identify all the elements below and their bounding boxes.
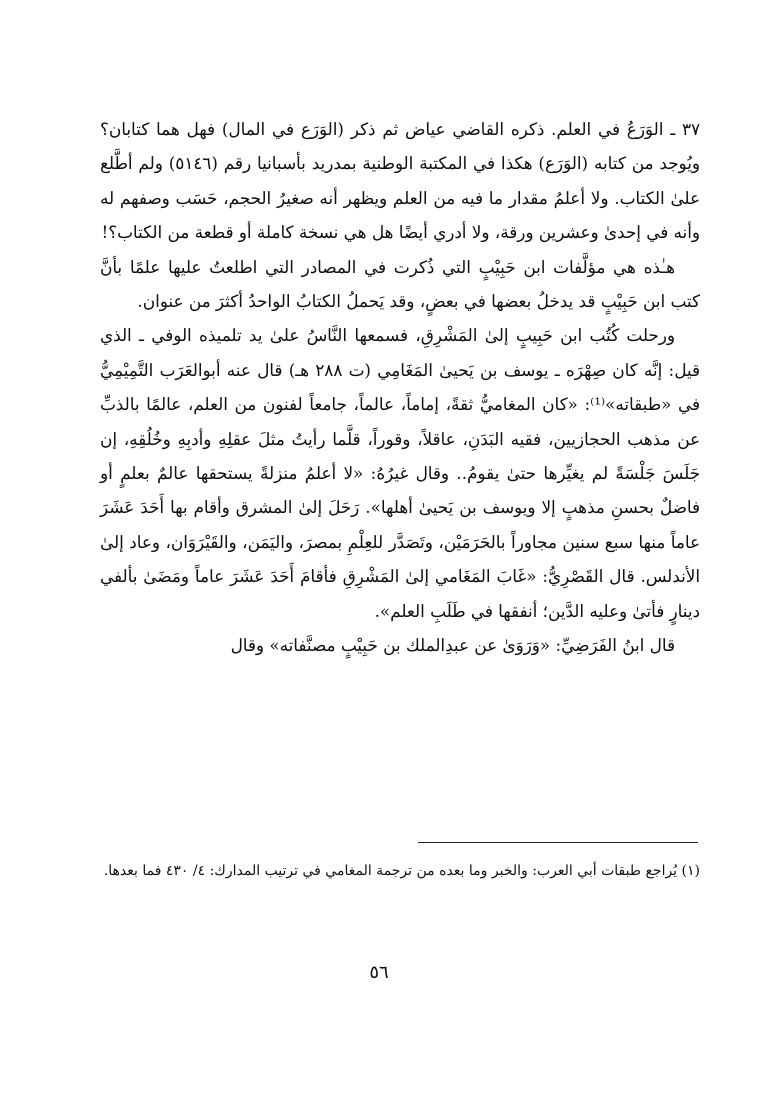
footnote: (١) يُراجع طبقات أبي العرب: والخبر وما بعده من ترجمة المغامي في ترتيب المدارك: ٤/ ٤٣٠ فما بعدها.	[103, 863, 700, 879]
paragraph-ibn-faradi: قال ابنُ الفَرَضِيِّ: «وَرَوَىٰ عن عبدِالملك بن حَبِيْبٍ مصنَّفاته» وقال	[230, 635, 675, 656]
main-text	[100, 112, 700, 663]
paragraph-travel-east: ورحلت كُتُب ابن حَبِيبٍ إلىٰ المَشْرِقِ، فسمعها النَّاسُ علىٰ يد تلميذه الوفي ـ الذي قيل: إنَّه كان صِهْرَه ـ يوسف بن يَحيىٰ المَغَامِي (ت ٢٨٨ هـ) قال عنه أبوالعَرَب التَّمِيْمِيُّ في «طبقاته»⁽¹⁾: «كان المغاميُّ ثقةً، إماماً، عالماً، جامعاً لفنون من العلم، عالمًا بالذبِّ عن مذهب الحجازيين، فقيه البَدَنِ، عاقلاً، وقوراً، قلَّما رأيتُ مثلَ عقلِهِ وأدبِهِ وخُلُقِهِ، إن جَلَسَ جَلْسَةً لم يغيِّرها حتىٰ يقومُ.. وقال غيرُهُ: «لا أعلمُ منزلةً يستحقها عالمٌ بعلمٍ أو فاضلٌ بحسنِ مذهبٍ إلا ويوسف بن يَحيىٰ أهلها». رَحَلَ إلىٰ المشرق وأقام بها أَحَدَ عَشَرَ عاماً منها سبع سنين مجاوراً بالحَرَمَيْن، وتَصَدَّر للعِلْمِ بمصرَ، واليَمَن، والقَيْرَوَان، وعاد إلىٰ الأندلس. قال القَصْرِيُّ: «غَابَ المَغَامي إلىٰ المَشْرِقِ فأقامَ أَحَدَ عَشَرَ عاماً ومَضَىٰ بألفي دينارٍ فأتىٰ وعليه الدَّين؛ أنفقها في طَلَبِ العلم».	[100, 325, 700, 621]
page-number: ٥٦	[369, 962, 389, 983]
paragraph-author-works: هـٰذه هي مؤلَّفات ابن حَبِيْبٍ التي ذُكرت في المصادر التي اطلعتُ عليها علمًا بأنَّ كتب ابن حَبِيْبٍ قد يدخلُ بعضها في بعضٍ، وقد يَحملُ الكتابُ الواحدُ أكثرَ من عنوان.	[100, 256, 700, 312]
paragraph-item-37: ٣٧ ـ الوَرَعُ في العلم. ذكره القاضي عياض ثم ذكر (الوَرَع في المال) فهل هما كتابان؟ ويُوجد من كتابه (الوَرَع) هكذا في المكتبة الوطنية بمدريد بأسبانيا رقم (٥١٤٦) ولم أطَّلع علىٰ الكتاب. ولا أعلمُ مقدار ما فيه من العلم ويظهر أنه صغيرُ الحجم، حَسَب وصفهم له وأنه في إحدىٰ وعشرين ورقة، ولا أدري أيضًا هل هي نسخة كاملة أو قطعة من الكتاب؟!	[100, 119, 700, 243]
footnote-divider	[418, 842, 698, 843]
